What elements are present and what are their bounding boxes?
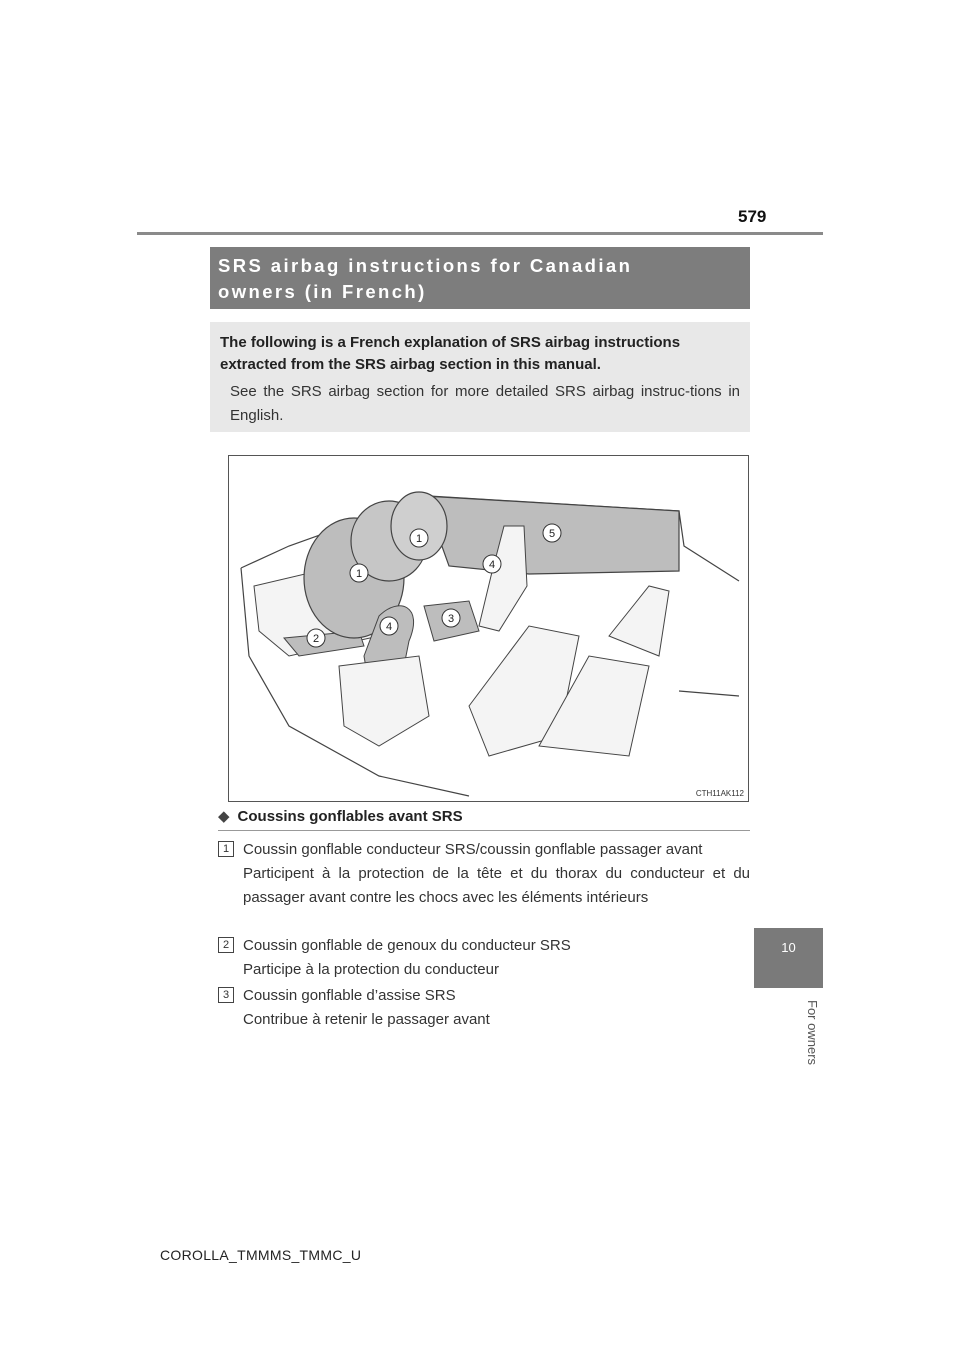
intro-box — [210, 322, 750, 432]
callout-3-label: 3 — [447, 613, 455, 625]
footer-doc-id: COROLLA_TMMMS_TMMC_U — [160, 1247, 362, 1263]
intro-text: See the SRS airbag section for more detailed SRS airbag instruc-tions in English. — [230, 383, 740, 424]
callout-1-upper-label: 1 — [415, 533, 423, 545]
section-title-line1: SRS airbag instructions for Canadian — [218, 255, 633, 276]
list-item — [218, 934, 750, 982]
list-item — [218, 984, 750, 1032]
section-header — [210, 247, 750, 309]
airbag-diagram — [228, 455, 749, 802]
callout-4-lower-label: 4 — [385, 621, 393, 633]
side-tab-number: 10 — [781, 940, 796, 955]
side-tab-label: For owners — [805, 1000, 820, 1066]
subheading — [218, 807, 750, 825]
subheading-rule — [218, 830, 750, 831]
item-title: Coussin gonflable de genoux du conducteur SRS — [243, 937, 571, 954]
page-number: 579 — [738, 207, 767, 226]
callout-1-lower-label: 1 — [355, 568, 363, 580]
car-interior-illustration — [229, 456, 748, 801]
list-item — [218, 838, 750, 910]
callout-2-label: 2 — [312, 633, 320, 645]
section-title-line2: owners (in French) — [218, 281, 427, 302]
item-title: Coussin gonflable conducteur SRS/coussin gonflable passager avant — [243, 841, 703, 858]
intro-bold-text: The following is a French explanation of SRS airbag instructions extracted from the SRS airbag section in this manual. — [220, 334, 681, 373]
top-rule — [137, 232, 823, 235]
item-description: Contribue à retenir le passager avant — [243, 1011, 490, 1028]
callout-5-label: 5 — [548, 528, 556, 540]
diamond-bullet-icon: ◆ — [218, 808, 230, 825]
item-description: Participent à la protection de la tête et du thorax du conducteur et du passager avant contre les chocs avec les éléments intérieurs — [243, 865, 750, 906]
figure-code: CTH11AK112 — [695, 789, 744, 798]
item-number-badge: 1 — [218, 841, 234, 857]
item-title: Coussin gonflable d’assise SRS — [243, 987, 456, 1004]
item-number-badge: 2 — [218, 937, 234, 953]
item-description: Participe à la protection du conducteur — [243, 961, 499, 978]
subheading-text: Coussins gonflables avant SRS — [237, 808, 463, 825]
item-number-badge: 3 — [218, 987, 234, 1003]
callout-4-upper-label: 4 — [488, 559, 496, 571]
